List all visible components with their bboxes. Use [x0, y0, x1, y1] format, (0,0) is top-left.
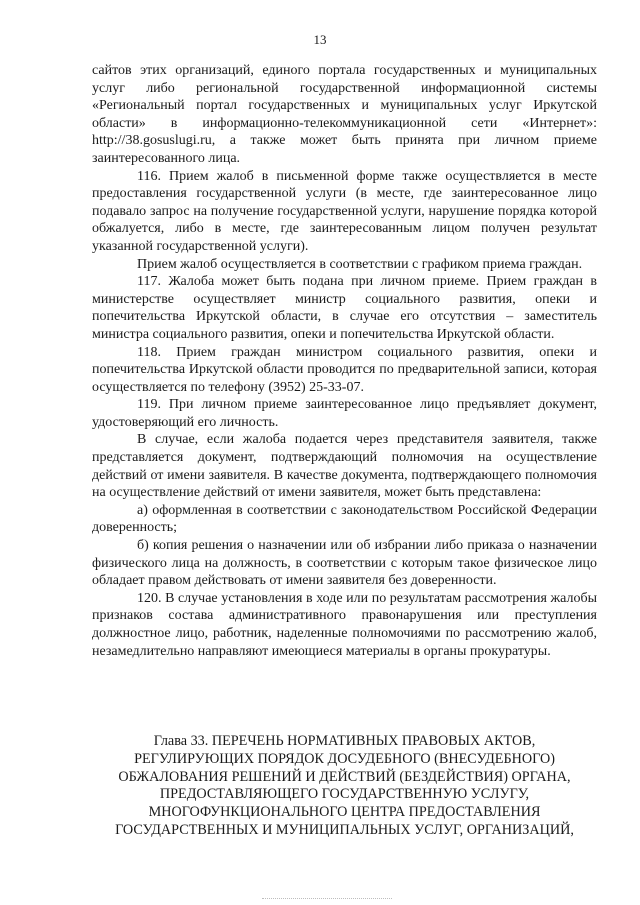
paragraph-schedule: Прием жалоб осуществляется в соответствии с графиком приема граждан. [137, 256, 583, 272]
chapter-heading-line: РЕГУЛИРУЮЩИХ ПОРЯДОК ДОСУДЕБНОГО (ВНЕСУДЕБНОГО) [134, 750, 555, 767]
chapter-heading-line: ПРЕДОСТАВЛЯЮЩЕГО ГОСУДАРСТВЕННУЮ УСЛУГУ, [159, 786, 530, 803]
paragraph-118: 118. Прием граждан министром социального развития, опеки и попечительства Иркутской области проводится по предварительной записи, которая осуществляется по телефону (3952) 25-33-07. [92, 344, 597, 395]
body-text [92, 62, 597, 660]
paragraph-116: 116. Прием жалоб в письменной форме также осуществляется в месте предоставления государственной услуги (в месте, где заинтересованное лицо подавало запрос на получение государственной услуги, нарушение порядка которой обжалуется, либо в месте, где заинтересованным лицом получен результат указанной государственной услуги). [92, 168, 597, 254]
paragraph-representative: В случае, если жалоба подается через представителя заявителя, также представляется документ, подтверждающий полномочия на осуществление действий от имени заявителя. В качестве документа, подтверждающего полномочия на осуществление действий от имени заявителя, может быть представлена: [92, 432, 597, 501]
chapter-heading-line: ОБЖАЛОВАНИЯ РЕШЕНИЙ И ДЕЙСТВИЙ (БЕЗДЕЙСТВИЯ) ОРГАНА, [118, 768, 571, 785]
chapter-heading-line: Глава 33. ПЕРЕЧЕНЬ НОРМАТИВНЫХ ПРАВОВЫХ АКТОВ, [153, 733, 536, 749]
paragraph-continuation: сайтов этих организаций, единого портала государственных и муниципальных услуг либо региональной государственной информационной системы «Региональный портал государственных и муниципальных услуг Иркутской области» в информационно-телекоммуникационной сети «Интернет»: http://38.gosuslugi.ru, а также может быть принята при личном приеме заинтересованного лица. [92, 63, 597, 166]
chapter-heading-line: МНОГОФУНКЦИОНАЛЬНОГО ЦЕНТРА ПРЕДОСТАВЛЕНИЯ [148, 804, 541, 821]
paragraph-119: 119. При личном приеме заинтересованное лицо предъявляет документ, удостоверяющий его личность. [92, 397, 597, 430]
paragraph-120: 120. В случае установления в ходе или по результатам рассмотрения жалобы признаков состава административного правонарушения или преступления должностное лицо, работник, наделенные полномочиями по рассмотрению жалоб, незамедлительно направляют имеющиеся материалы в органы прокуратуры. [92, 590, 597, 659]
paragraph-item-a: а) оформленная в соответствии с законодательством Российской Федерации доверенность; [92, 502, 597, 536]
footer-rule [262, 898, 392, 899]
paragraph-117: 117. Жалоба может быть подана при личном приеме. Прием граждан в министерстве осуществляет министр социального развития, опеки и попечительства Иркутской области, в случае его отсутствия – заместитель министра социального развития, опеки и попечительства Иркутской области. [92, 274, 597, 342]
paragraph-item-b: б) копия решения о назначении или об избрании либо приказа о назначении физического лица на должность, в соответствии с которым такое физическое лицо обладает правом действовать от имени заявителя без доверенности. [92, 538, 597, 589]
page-number: 13 [313, 32, 327, 47]
chapter-heading [92, 733, 597, 840]
chapter-heading-line: ГОСУДАРСТВЕННЫХ И МУНИЦИПАЛЬНЫХ УСЛУГ, ОРГАНИЗАЦИЙ, [115, 821, 574, 838]
